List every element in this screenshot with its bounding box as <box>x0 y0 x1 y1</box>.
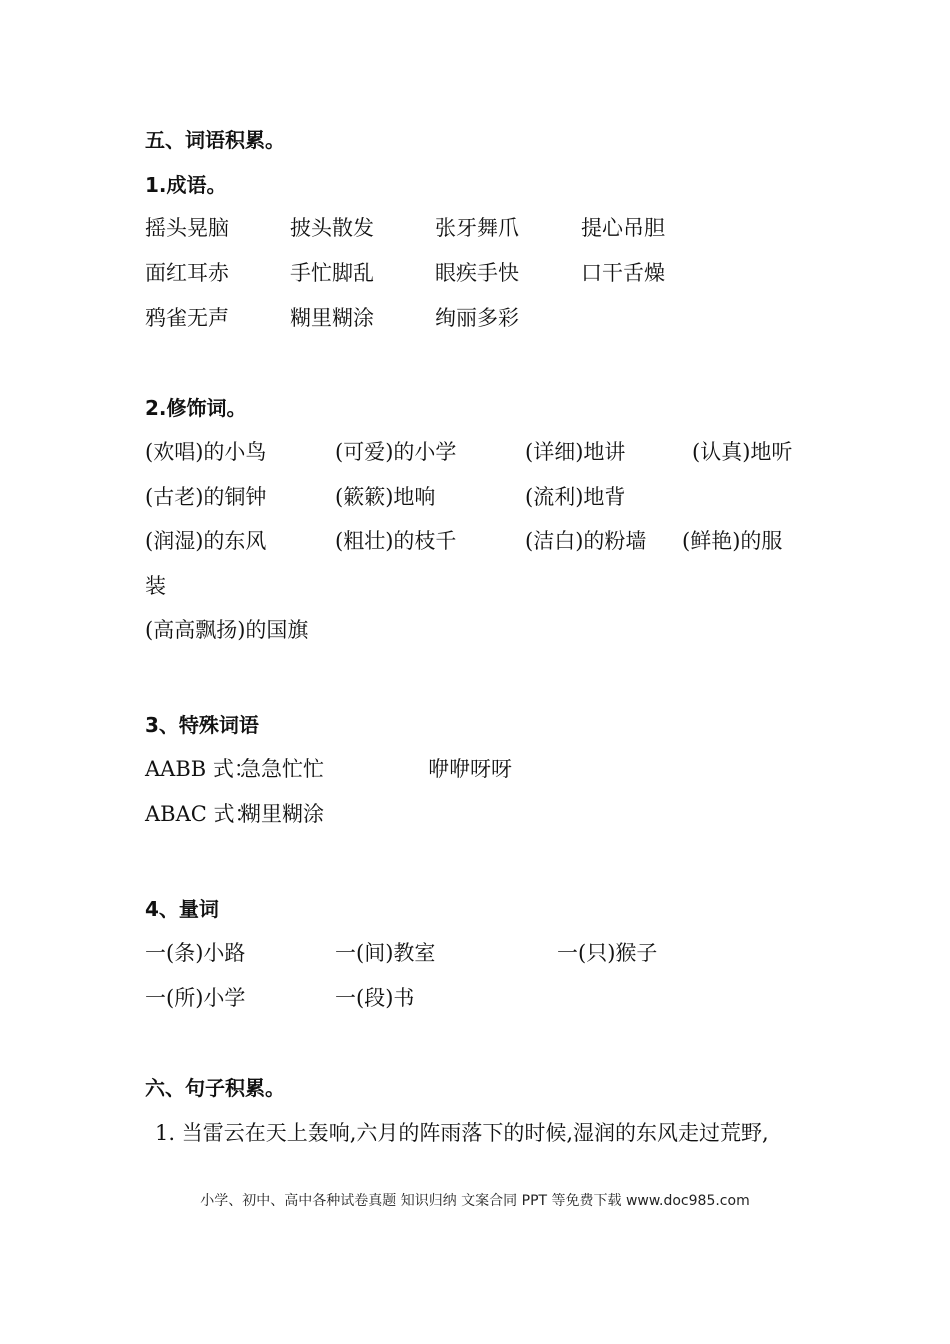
idiom: 面红耳赤 <box>145 261 229 285</box>
idiom: 绚丽多彩 <box>435 306 519 330</box>
modifier: (簌簌)地响 <box>335 485 436 509</box>
idiom: 眼疾手快 <box>435 261 519 285</box>
idiom: 手忙脚乱 <box>290 261 374 285</box>
idiom: 口干舌燥 <box>581 261 665 285</box>
measure-word: 一(只)猴子 <box>557 941 658 965</box>
modifier: (润湿)的东风 <box>145 529 267 553</box>
idiom: 鸦雀无声 <box>145 306 229 330</box>
aabb-label: AABB 式： <box>145 757 255 781</box>
modifier-wrap: 装 <box>145 574 166 598</box>
sentence-1: 1. 当雷云在天上轰响,六月的阵雨落下的时候,湿润的东风走过荒野, <box>155 1121 769 1145</box>
modifier: (高高飘扬)的国旗 <box>145 618 309 642</box>
measure-word: 一(条)小路 <box>145 941 246 965</box>
aabb-example: 咿咿呀呀 <box>428 757 512 781</box>
special-words-title: 3、特殊词语 <box>145 713 259 737</box>
modifier: (鲜艳)的服 <box>682 529 783 553</box>
section-5-title: 五、词语积累。 <box>145 128 285 152</box>
idiom: 摇头晃脑 <box>145 216 229 240</box>
modifier: (古老)的铜钟 <box>145 485 267 509</box>
modifier: (欢唱)的小鸟 <box>145 440 267 464</box>
idiom: 披头散发 <box>290 216 374 240</box>
abac-example: 糊里糊涂 <box>240 802 324 826</box>
page-footer: 小学、初中、高中各种试卷真题 知识归纳 文案合同 PPT 等免费下载 www.doc985.com <box>200 1193 750 1209</box>
idiom: 张牙舞爪 <box>435 216 519 240</box>
measure-word: 一(间)教室 <box>335 941 436 965</box>
abac-label: ABAC 式： <box>145 802 256 826</box>
section-6-title: 六、句子积累。 <box>145 1076 285 1100</box>
measure-word: 一(所)小学 <box>145 986 246 1010</box>
idiom: 糊里糊涂 <box>290 306 374 330</box>
measure-words-title: 4、量词 <box>145 897 219 921</box>
measure-word: 一(段)书 <box>335 986 415 1010</box>
modifier: (粗壮)的枝千 <box>335 529 457 553</box>
aabb-example: 急急忙忙 <box>240 757 324 781</box>
modifier: (流利)地背 <box>525 485 626 509</box>
modifier: (认真)地听 <box>692 440 793 464</box>
modifiers-title: 2.修饰词。 <box>145 396 247 420</box>
idiom: 提心吊胆 <box>581 216 665 240</box>
modifier: (可爱)的小学 <box>335 440 457 464</box>
modifier: (详细)地讲 <box>525 440 626 464</box>
idioms-title: 1.成语。 <box>145 173 227 197</box>
modifier: (洁白)的粉墙 <box>525 529 647 553</box>
